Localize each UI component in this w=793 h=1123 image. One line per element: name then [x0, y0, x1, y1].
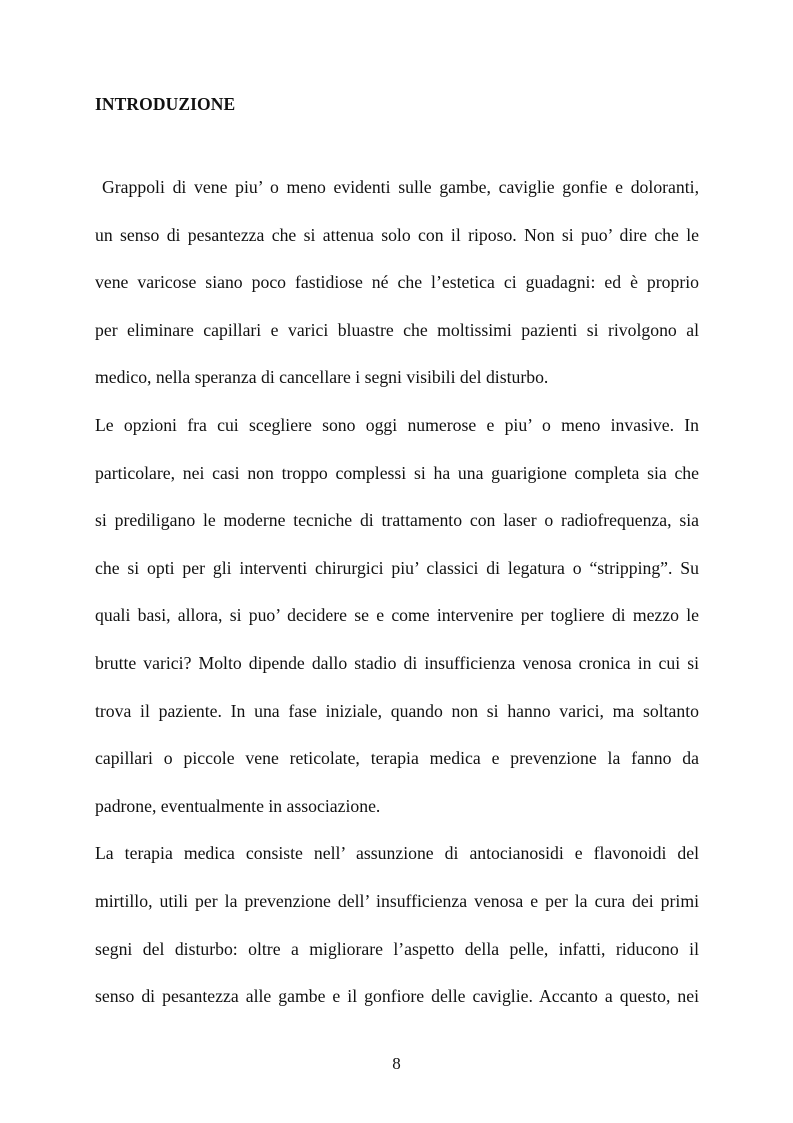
text-line: per eliminare capillari e varici bluastre che moltissimi pazienti si rivolgono al: [95, 319, 699, 340]
text-line: Le opzioni fra cui scegliere sono oggi numerose e piu’ o meno invasive. In: [95, 415, 699, 435]
text-line: padrone, eventualmente in associazione.: [95, 795, 381, 816]
text-line: particolare, nei casi non troppo complessi si ha una guarigione completa sia che: [95, 462, 699, 483]
text-line: brutte varici? Molto dipende dallo stadio di insufficienza venosa cronica in cui si: [95, 653, 699, 673]
text-line: medico, nella speranza di cancellare i segni visibili del disturbo.: [95, 367, 549, 388]
text-line: La terapia medica consiste nell’ assunzione di antocianosidi e flavonoidi del: [95, 843, 699, 864]
text-line: capillari o piccole vene reticolate, terapia medica e prevenzione la fanno da: [95, 748, 699, 769]
text-line: senso di pesantezza alle gambe e il gonfiore delle caviglie. Accanto a questo, nei: [95, 986, 699, 1007]
section-heading: INTRODUZIONE: [95, 94, 236, 114]
text-line: un senso di pesantezza che si attenua solo con il riposo. Non si puo’ dire che le: [95, 224, 699, 245]
page-number: 8: [392, 1054, 401, 1073]
text-line: quali basi, allora, si puo’ decidere se e come intervenire per togliere di mezzo le: [95, 605, 699, 626]
text-line: che si opti per gli interventi chirurgici piu’ classici di legatura o “stripping”. Su: [95, 557, 699, 578]
text-line: Grappoli di vene piu’ o meno evidenti sulle gambe, caviglie gonfie e doloranti,: [102, 177, 699, 197]
text-line: vene varicose siano poco fastidiose né che l’estetica ci guadagni: ed è proprio: [95, 272, 699, 293]
text-line: mirtillo, utili per la prevenzione dell’ insufficienza venosa e per la cura dei primi: [95, 891, 699, 911]
text-line: segni del disturbo: oltre a migliorare l’aspetto della pelle, infatti, riducono il: [95, 938, 699, 959]
text-line: si prediligano le moderne tecniche di trattamento con laser o radiofrequenza, sia: [95, 510, 699, 531]
text-line: trova il paziente. In una fase iniziale, quando non si hanno varici, ma soltanto: [95, 700, 699, 721]
